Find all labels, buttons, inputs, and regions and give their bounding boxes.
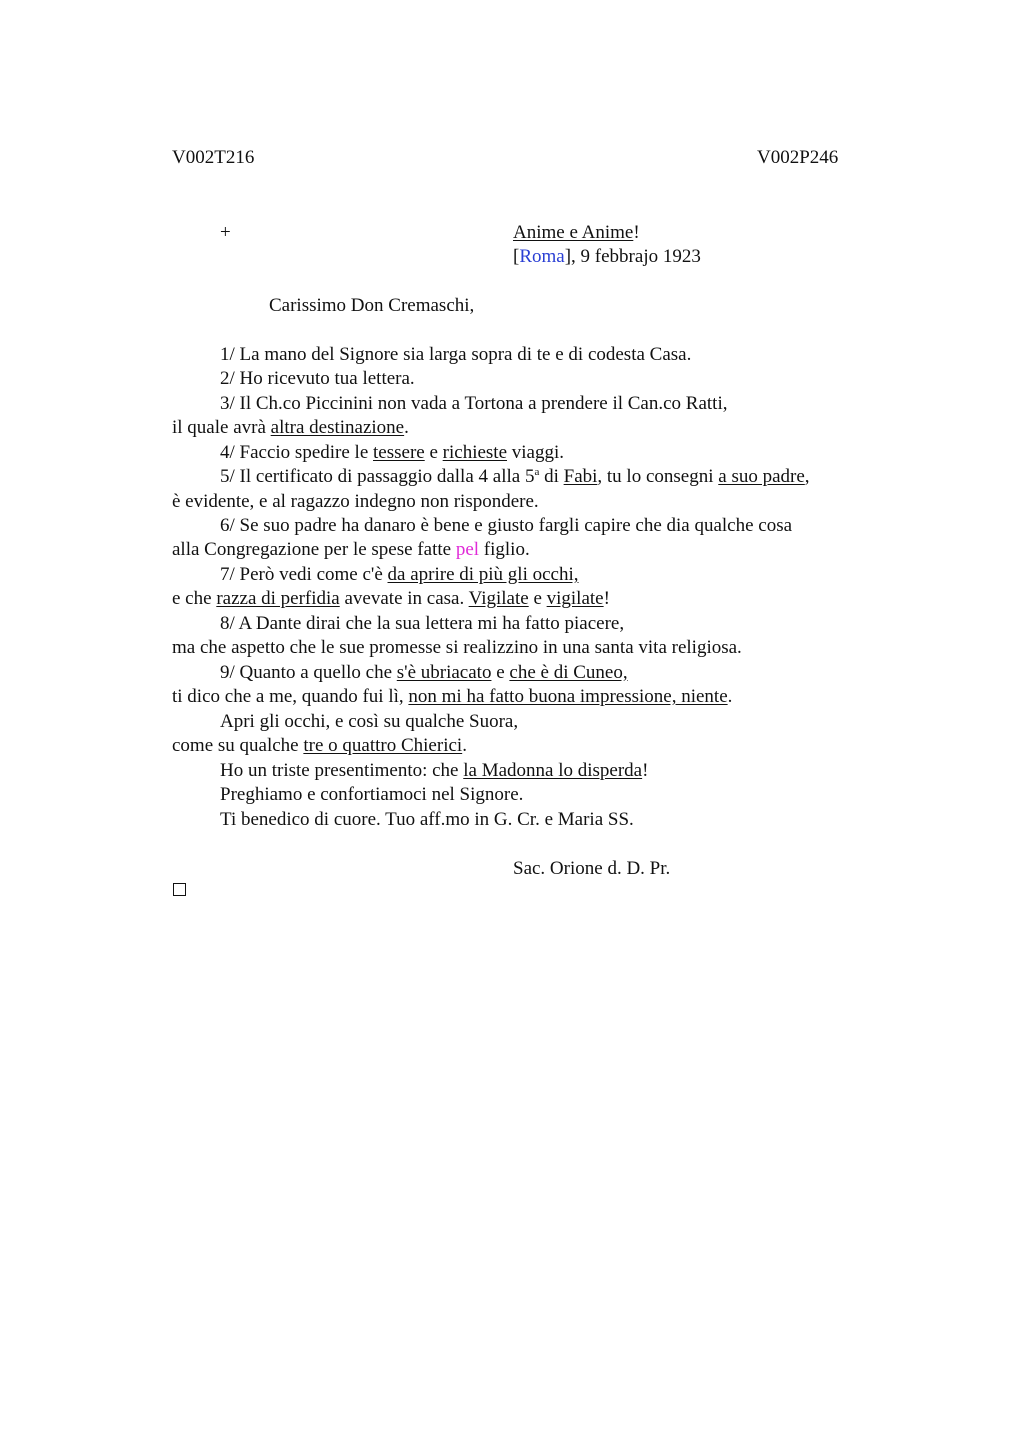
underlined-text: razza di perfidia bbox=[216, 588, 340, 609]
text-run: e bbox=[528, 588, 547, 609]
paragraph-7-line-2 bbox=[172, 587, 610, 611]
document-code-right: V002P246 bbox=[757, 147, 839, 168]
text-run: 4/ Faccio spedire le bbox=[220, 442, 374, 463]
paragraph-12: Preghiamo e confortiamoci nel Signore. bbox=[220, 784, 524, 805]
text-run: di bbox=[539, 466, 564, 487]
document-code-left: V002T216 bbox=[172, 147, 255, 168]
text-run: , tu lo consegni bbox=[597, 466, 719, 487]
paragraph-13: Ti benedico di cuore. Tuo aff.mo in G. Cr. e Maria SS. bbox=[220, 809, 634, 830]
paragraph-10-line-1: Apri gli occhi, e così su qualche Suora, bbox=[220, 711, 519, 732]
paragraph-5-line-2: è evidente, e al ragazzo indegno non rispondere. bbox=[172, 491, 539, 512]
text-run: ! bbox=[603, 588, 610, 609]
paragraph-4 bbox=[220, 441, 564, 465]
square-box-icon bbox=[173, 883, 186, 896]
paragraph-7-line-1 bbox=[220, 563, 579, 587]
text-run: e bbox=[491, 662, 510, 683]
text-run: e che bbox=[172, 588, 217, 609]
underlined-text: tessere bbox=[373, 442, 425, 463]
paragraph-6-line-2 bbox=[172, 538, 530, 562]
superscript: a bbox=[534, 466, 540, 478]
text-run: 5/ Il certificato di passaggio dalla 4 alla 5 bbox=[220, 466, 535, 487]
text-run: ! bbox=[642, 760, 649, 781]
salutation: Carissimo Don Cremaschi, bbox=[269, 295, 475, 316]
text-run: figlio. bbox=[479, 539, 530, 560]
underlined-text: che è di Cuneo, bbox=[509, 662, 628, 683]
paragraph-11 bbox=[220, 759, 648, 783]
motto bbox=[513, 221, 640, 245]
place-bracket-open: [ bbox=[513, 246, 520, 267]
underlined-text: a suo padre bbox=[718, 466, 805, 487]
paragraph-9-line-2 bbox=[172, 685, 732, 709]
highlighted-word: pel bbox=[455, 539, 480, 560]
text-run: Ho un triste presentimento: che bbox=[220, 760, 464, 781]
motto-end: ! bbox=[633, 222, 640, 243]
motto-underlined: Anime e Anime bbox=[513, 222, 634, 243]
place-name: Roma bbox=[519, 246, 565, 267]
text-run: avevate in casa. bbox=[339, 588, 469, 609]
underlined-text: Vigilate bbox=[468, 588, 529, 609]
paragraph-2: 2/ Ho ricevuto tua lettera. bbox=[220, 368, 415, 389]
underlined-text: la Madonna lo disperda bbox=[463, 760, 643, 781]
text-run: e bbox=[424, 442, 443, 463]
underlined-text: s'è ubriacato bbox=[396, 662, 492, 683]
paragraph-8-line-1: 8/ A Dante dirai che la sua lettera mi ha fatto piacere, bbox=[220, 613, 625, 634]
underlined-text: da aprire di più gli occhi, bbox=[387, 564, 579, 585]
paragraph-10-line-2 bbox=[172, 734, 467, 758]
underlined-text: richieste bbox=[442, 442, 508, 463]
paragraph-5-line-1 bbox=[220, 465, 810, 489]
paragraph-3-line-1: 3/ Il Ch.co Piccinini non vada a Tortona a prendere il Can.co Ratti, bbox=[220, 393, 728, 414]
paragraph-3-line-2 bbox=[172, 416, 409, 440]
paragraph-8-line-2: ma che aspetto che le sue promesse si realizzino in una santa vita religiosa. bbox=[172, 637, 742, 658]
cross-mark: + bbox=[220, 222, 231, 243]
underlined-text: non mi ha fatto buona impressione, niente bbox=[408, 686, 728, 707]
underlined-text: altra destinazione bbox=[270, 417, 405, 438]
text-run: ti dico che a me, quando fui lì, bbox=[172, 686, 409, 707]
signature: Sac. Orione d. D. Pr. bbox=[513, 858, 671, 879]
letter-date: , 9 febbrajo 1923 bbox=[571, 246, 701, 267]
paragraph-6-line-1: 6/ Se suo padre ha danaro è bene e giusto fargli capire che dia qualche cosa bbox=[220, 515, 793, 536]
text-run: alla Congregazione per le spese fatte bbox=[172, 539, 456, 560]
text-run: 9/ Quanto a quello che bbox=[220, 662, 397, 683]
text-run: come su qualche bbox=[172, 735, 304, 756]
text-run: . bbox=[727, 686, 733, 707]
text-run: il quale avrà bbox=[172, 417, 271, 438]
place-date bbox=[513, 245, 701, 269]
paragraph-9-line-1 bbox=[220, 661, 628, 685]
underlined-text: Fabi bbox=[563, 466, 598, 487]
underlined-text: tre o quattro Chierici bbox=[303, 735, 463, 756]
text-run: viaggi. bbox=[507, 442, 565, 463]
text-run: , bbox=[804, 466, 810, 487]
text-run: 7/ Però vedi come c'è bbox=[220, 564, 388, 585]
underlined-text: vigilate bbox=[546, 588, 604, 609]
place-bracket-close: ] bbox=[564, 246, 572, 267]
paragraph-1: 1/ La mano del Signore sia larga sopra di te e di codesta Casa. bbox=[220, 344, 692, 365]
text-run: . bbox=[462, 735, 467, 756]
text-run: . bbox=[404, 417, 409, 438]
